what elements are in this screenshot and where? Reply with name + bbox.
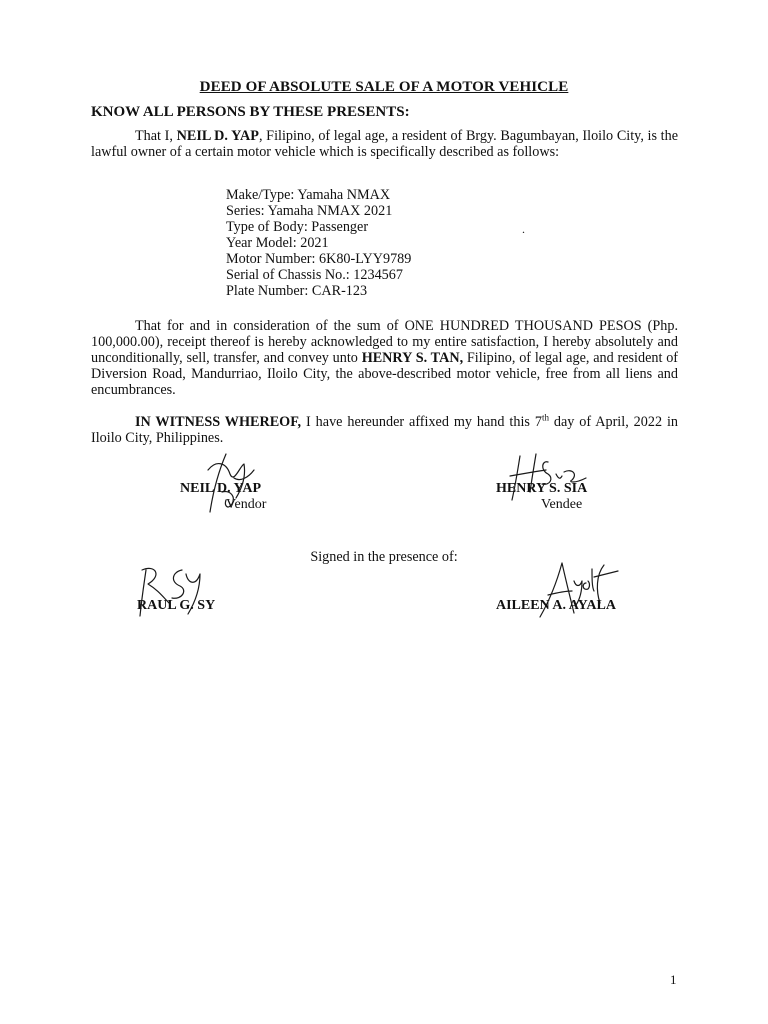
vendee-name: HENRY S. SIA bbox=[496, 481, 588, 496]
vehicle-series: Series: Yamaha NMAX 2021 bbox=[226, 203, 393, 219]
vehicle-make: Make/Type: Yamaha NMAX bbox=[226, 187, 391, 203]
vendee-name-inline: HENRY S. TAN, bbox=[361, 350, 464, 366]
vendor-name-inline: NEIL D. YAP bbox=[176, 128, 259, 144]
witness-2-signature bbox=[532, 555, 622, 625]
vehicle-plate-number: Plate Number: CAR-123 bbox=[226, 283, 368, 299]
preamble-heading: KNOW ALL PERSONS BY THESE PRESENTS: bbox=[91, 104, 410, 120]
vendee-role: Vendee bbox=[541, 497, 583, 512]
consideration-paragraph bbox=[91, 318, 678, 398]
presence-label: Signed in the presence of: bbox=[310, 549, 458, 565]
witness-whereof-paragraph bbox=[91, 414, 678, 446]
vehicle-year-model: Year Model: 2021 bbox=[226, 235, 329, 251]
vehicle-body-type: Type of Body: Passenger bbox=[226, 219, 369, 235]
p1-lead: That I, bbox=[135, 128, 177, 144]
vehicle-chassis-number: Serial of Chassis No.: 1234567 bbox=[226, 267, 403, 283]
p2-rest: Filipino, of legal age, and resident of Diversion Road, Mandurriao, Iloilo City, the above-described motor vehicle, free from all liens and encumbrances. bbox=[91, 350, 679, 398]
stray-mark: . bbox=[522, 222, 525, 236]
p3-text1: I have hereunder affixed my hand this 7 bbox=[301, 414, 542, 430]
witness-whereof-label: IN WITNESS WHEREOF, bbox=[135, 414, 302, 430]
vendor-role: Vendor bbox=[226, 497, 267, 512]
vehicle-details bbox=[226, 187, 411, 299]
witness-2-name: AILEEN A. AYALA bbox=[496, 598, 616, 613]
vendor-name: NEIL D. YAP bbox=[180, 481, 262, 496]
document-title: DEED OF ABSOLUTE SALE OF A MOTOR VEHICLE bbox=[199, 79, 569, 95]
page-number: 1 bbox=[670, 972, 677, 987]
p2-lead: That for and in consideration of the sum of ONE HUNDRED THOUSAND PESOS (Php. 100,000.00), receipt thereof is hereby acknowledged to my entire satisfaction, I hereby absolutely and unconditionally, sell, transfer, and convey unto bbox=[91, 318, 678, 366]
day-suffix: th bbox=[541, 412, 549, 423]
p1-rest: , Filipino, of legal age, a resident of Brgy. Bagumbayan, Iloilo City, is the lawful owner of a certain motor vehicle which is specifically described as follows: bbox=[91, 128, 679, 160]
witness-1-name: RAUL G. SY bbox=[137, 598, 216, 613]
ownership-paragraph bbox=[91, 128, 678, 160]
vehicle-motor-number: Motor Number: 6K80-LYY9789 bbox=[226, 251, 412, 267]
p3-text2: day of April, 2022 in Iloilo City, Philippines. bbox=[91, 414, 678, 446]
